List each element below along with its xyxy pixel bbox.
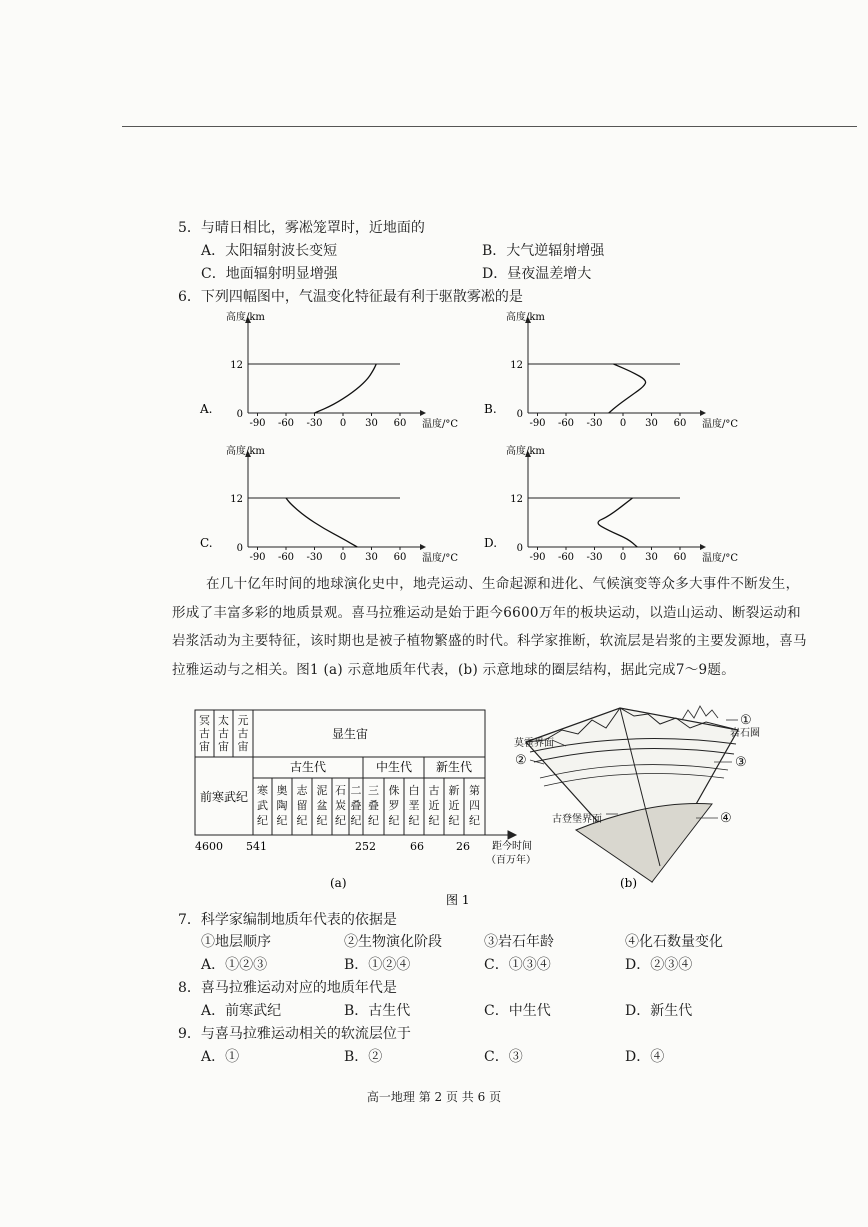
chart-a-x-tick-label: 0 [339,418,347,429]
period-label-4: 炭 [335,799,346,812]
figure-b-label: (b) [620,876,638,890]
period-label-0: 寒 [257,784,268,797]
period-label-5: 二 [350,784,362,797]
period-label-9: 近 [428,799,440,812]
period-label-4: 纪 [335,814,346,827]
moho-label: 莫霍界面 [514,738,554,749]
period-label-2: 志 [296,784,308,797]
eon-label-2: 宙 [237,740,249,753]
axis-value-252: 252 [355,840,376,853]
chart-b-x-tick-label: 30 [645,418,658,429]
q9-option-b: B．② [344,1049,383,1065]
axis-value-26: 26 [456,840,470,853]
chart-d-x-tick-label: -60 [557,552,575,563]
period-label-0: 武 [257,799,268,812]
chart-a-x-arrow [420,410,426,416]
q7-option-c: C．①③④ [484,957,551,973]
chart-d-x-arrow [700,544,706,550]
chart-d-x-tick-label: 30 [645,552,658,563]
q5-option-a: A．太阳辐射波长变短 [201,243,338,259]
period-label-2: 纪 [296,814,308,827]
q5-option-b: B．大气逆辐射增强 [482,243,605,259]
chart-d-y-label: 高度/km [506,446,545,457]
q8-option-a: A．前寒武纪 [201,1003,282,1019]
q7-option-b: B．①②④ [344,957,411,973]
q7-statement-2: ②生物演化阶段 [344,934,442,950]
eon-label-1: 古 [218,727,229,740]
axis-value-4600: 4600 [195,840,223,853]
chart-c-x-tick-label: -60 [277,552,295,563]
axis-label: 距今时间 [492,841,532,852]
chart-b-x-tick-label: 0 [619,418,627,429]
chart-d-option-label: D. [484,536,498,550]
chart-b-y-label: 高度/km [506,312,545,323]
chart-a-y-tick-label: 0 [236,409,243,420]
period-label-10: 新 [448,784,460,797]
q7-option-d: D．②③④ [625,957,693,973]
chart-b-x-label: 温度/°C [702,419,739,430]
chart-d-x-tick-label: 60 [673,552,687,563]
eon-label-0: 宙 [199,740,210,753]
chart-b-x-tick-label: -90 [529,418,546,429]
period-label-9: 古 [428,784,440,797]
chart-b-temperature-curve [609,364,646,413]
period-label-2: 留 [296,799,308,812]
chart-c-x-tick-label: -90 [249,552,266,563]
q9-option-a: A．① [201,1049,240,1065]
eon-label-0: 古 [199,727,210,740]
era-label-paleozoic: 古生代 [289,760,327,774]
chart-a-x-tick-label: -90 [249,418,266,429]
chart-d-x-tick-label: -30 [586,552,603,563]
period-label-1: 纪 [276,814,288,827]
chart-c-x-tick-label: 30 [365,552,378,563]
chart-a-option-label: A. [200,402,213,416]
period-label-0: 纪 [257,814,268,827]
q5-option-c: C．地面辐射明显增强 [201,266,338,282]
era-label-cenozoic: 新生代 [435,760,473,774]
gutenberg-label: 古登堡界面 [552,814,602,825]
q9-stem: 9．与喜马拉雅运动相关的软流层位于 [178,1026,411,1042]
chart-c-x-tick-label: -30 [306,552,323,563]
chart-a-y-tick-label: 12 [230,360,243,371]
period-label-8: 垩 [408,799,420,812]
chart-a-x-label: 温度/°C [422,419,459,430]
chart-b-x-arrow [700,410,706,416]
period-label-4: 石 [335,784,346,797]
chart-a-y-label: 高度/km [226,312,265,323]
lithosphere-label: 岩石圈 [730,728,760,739]
eon-label-2: 古 [237,727,249,740]
chart-b-x-tick-label: 60 [673,418,687,429]
chart-d-x-label: 温度/°C [702,553,739,564]
q9-option-c: C．③ [484,1049,523,1065]
period-label-11: 第 [469,784,480,797]
period-label-11: 纪 [469,814,480,827]
chart-c-y-tick-label: 12 [230,494,243,505]
q5-option-d: D．昼夜温差增大 [482,266,592,282]
chart-c-y-label: 高度/km [226,446,265,457]
q7-statement-1: ①地层顺序 [201,934,271,950]
era-label-mesozoic: 中生代 [375,760,413,774]
period-label-11: 四 [469,799,480,812]
q7-statement-4: ④化石数量变化 [625,934,723,950]
chart-c-temperature-curve [286,498,357,547]
period-label-10: 近 [448,799,460,812]
chart-d-x-tick-label: 0 [619,552,627,563]
q8-option-b: B．古生代 [344,1003,411,1019]
chart-d-y-tick-label: 0 [516,543,523,554]
chart-c-x-tick-label: 60 [393,552,407,563]
period-label-3: 纪 [316,814,328,827]
page-footer: 高一地理 第 2 页 共 6 页 [366,1090,502,1104]
period-label-9: 纪 [428,814,440,827]
layer-marker-4: ④ [720,811,732,826]
q8-option-c: C．中生代 [484,1003,551,1019]
period-label-7: 侏 [388,784,400,797]
chart-a-x-tick-label: 60 [393,418,407,429]
chart-d-x-tick-label: -90 [529,552,546,563]
period-label-6: 叠 [368,799,379,812]
period-label-3: 泥 [316,784,328,797]
period-label-3: 盆 [316,799,328,812]
chart-d-temperature-curve [598,498,637,547]
figure-1 [190,700,760,910]
figure-a-label: (a) [330,876,347,890]
chart-a-x-tick-label: 30 [365,418,378,429]
period-label-8: 纪 [408,814,420,827]
period-label-1: 奥 [276,784,288,797]
chart-b-y-tick-label: 12 [510,360,523,371]
chart-b-y-tick-label: 0 [516,409,523,420]
eon-label-1: 宙 [218,740,229,753]
chart-c-x-arrow [420,544,426,550]
period-label-1: 陶 [276,799,288,812]
figure-caption: 图 1 [446,893,470,907]
eon-label-0: 冥 [199,714,210,727]
chart-b-option-label: B. [484,402,497,416]
period-label-5: 叠 [350,799,362,812]
period-label-6: 纪 [368,814,379,827]
chart-c-y-tick-label: 0 [236,543,243,554]
q7-option-a: A．①②③ [201,957,268,973]
eon-label-1: 太 [218,714,229,727]
chart-b-x-tick-label: -60 [557,418,575,429]
earth-layers-diagram [526,706,738,882]
axis-value-541: 541 [246,840,267,853]
q5-stem: 5．与晴日相比，雾凇笼罩时，近地面的 [178,220,425,236]
layer-marker-1: ① [740,713,752,728]
chart-a-x-tick-label: -60 [277,418,295,429]
passage: 在几十亿年时间的地球演化史中，地壳运动、生命起源和进化、气候演变等众多大事件不断发生，形成了丰富多彩的地质景观。喜马拉雅运动是始于距今6600万年的板块运动，以造山运动、断裂运动和岩浆活动为主要特征，该时期也是被子植物繁盛的时代。科学家推断，软流层是岩浆的主要发源地，喜马拉雅运动与之相关。图1 (a) 示意地质年代表，(b) 示意地球的圈层结构，据此完成7～9题。 [172,576,807,678]
q6-stem: 6．下列四幅图中，气温变化特征最有利于驱散雾凇的是 [178,289,523,305]
period-label-7: 纪 [388,814,400,827]
q8-option-d: D．新生代 [625,1003,693,1019]
period-label-8: 白 [408,784,420,797]
chart-a-x-tick-label: -30 [306,418,323,429]
period-label-10: 纪 [448,814,460,827]
precambrian-label: 前寒武纪 [199,790,249,804]
chart-d-y-tick-label: 12 [510,494,523,505]
eon-label-phanerozoic: 显生宙 [331,727,369,741]
q9-option-d: D．④ [625,1049,665,1065]
period-label-7: 罗 [388,799,400,812]
period-label-5: 纪 [350,814,362,827]
q8-stem: 8．喜马拉雅运动对应的地质年代是 [178,980,397,996]
axis-unit: （百万年） [486,855,536,866]
axis-value-66: 66 [410,840,424,853]
chart-c-x-tick-label: 0 [339,552,347,563]
chart-c-x-label: 温度/°C [422,553,459,564]
layer-marker-2: ② [515,753,527,768]
layer-marker-3: ③ [735,755,747,770]
eon-label-2: 元 [237,714,249,727]
chart-c-option-label: C. [200,536,213,550]
q7-stem: 7．科学家编制地质年代表的依据是 [178,912,397,928]
period-label-6: 三 [368,784,379,797]
chart-a-temperature-curve [315,364,377,413]
q7-statement-3: ③岩石年龄 [484,934,554,950]
chart-b-x-tick-label: -30 [586,418,603,429]
